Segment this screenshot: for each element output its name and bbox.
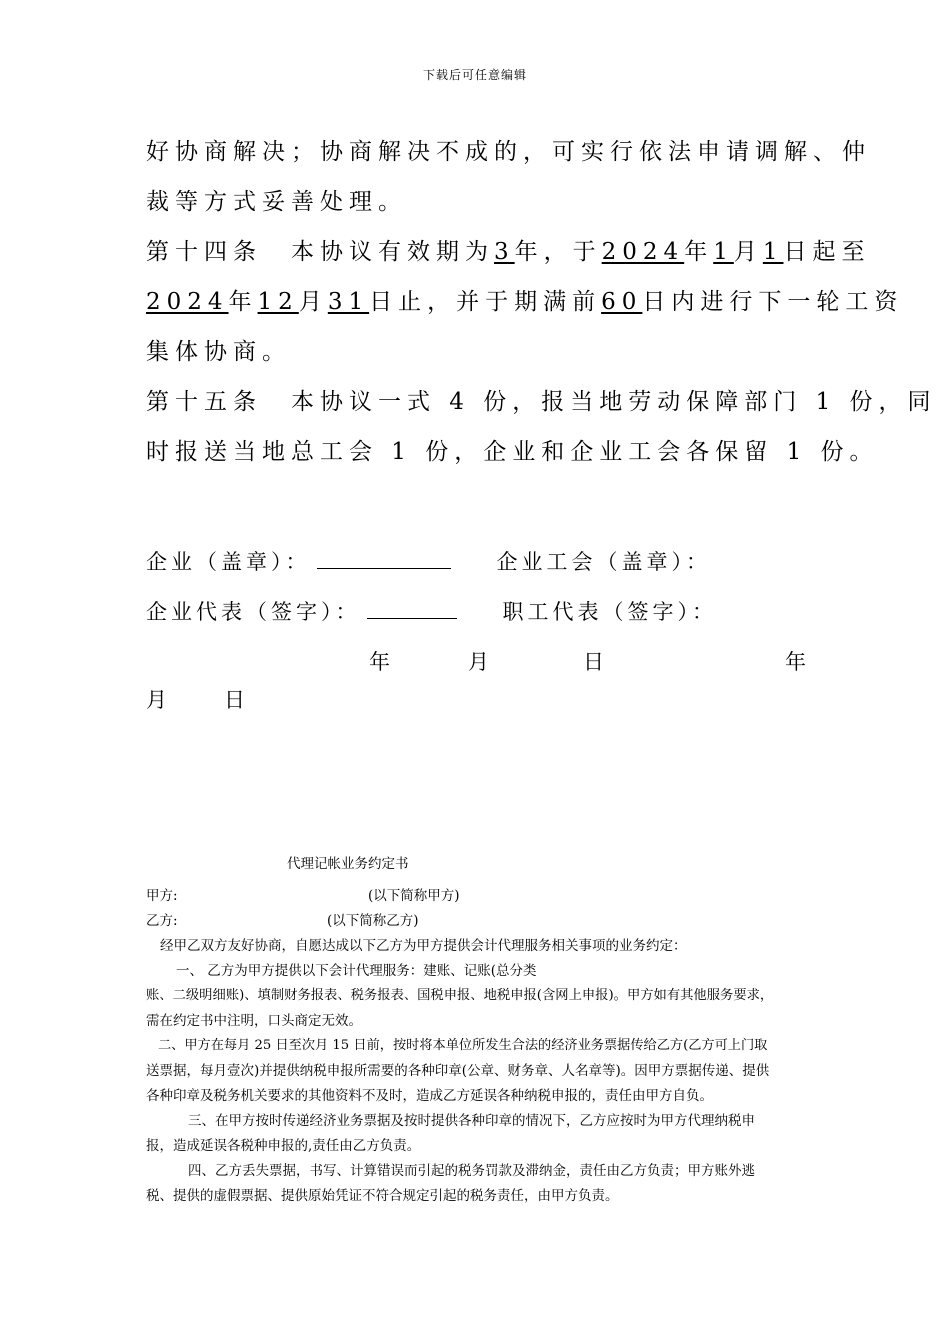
union-seal-label: 企业工会（盖章）：: [496, 550, 711, 574]
clause-2-line-2: 送票据，每月壹次)并提供纳税申报所需要的各种印章(公章、财务章、人名章等)。因甲方票据传递、提供: [146, 1063, 770, 1079]
clause-4-line-2: 税、提供的虚假票据、提供原始凭证不符合规定引起的税务责任，由甲方负责。: [146, 1188, 619, 1204]
article-14-text: 日内进行下一轮工资: [642, 289, 904, 315]
article-14-text: 月: [733, 239, 763, 265]
validity-years: 3: [494, 239, 515, 265]
date-month-label-2: 月: [146, 688, 167, 712]
company-seal-blank[interactable]: [317, 568, 451, 569]
worker-rep-label: 职工代表（签字）：: [502, 600, 717, 624]
start-day: 1: [762, 239, 784, 265]
days-before-expiry: 60: [601, 289, 643, 315]
clause-2-line-3: 各种印章及税务机关要求的其他资料不及时，造成乙方延误各种纳税申报的，责任由甲方自负。: [146, 1088, 713, 1104]
signature-row-rep: [146, 596, 816, 626]
article-14-text: 年: [684, 239, 714, 265]
clause-1-line-3: 需在约定书中注明，口头商定无效。: [146, 1013, 362, 1029]
company-rep-label: 企业代表（签字）：: [146, 600, 361, 624]
signature-row-seal: [146, 546, 816, 576]
article-14-text: 日止，并于期满前: [369, 289, 602, 315]
party-a-note: (以下简称甲方): [368, 888, 460, 904]
clause-1-line-1: 一、 乙方为甲方提供以下会计代理服务：建账、记账(总分类: [176, 963, 537, 979]
article-14-text: 日起至: [783, 239, 871, 265]
date-month-label: 月: [468, 650, 489, 674]
date-day-label: 日: [583, 650, 604, 674]
agreement-intro: 经甲乙双方友好协商，自愿达成以下乙方为甲方提供会计代理服务相关事项的业务约定：: [160, 938, 687, 954]
contract-line-1: 好协商解决；协商解决不成的，可实行依法申请调解、仲: [146, 139, 871, 165]
company-rep-blank[interactable]: [367, 618, 457, 619]
date-day-label-2: 日: [224, 688, 245, 712]
start-month: 1: [713, 239, 734, 265]
contract-line-2: 裁等方式妥善处理。: [146, 189, 407, 215]
clause-3-line-1: 三、在甲方按时传递经济业务票据及按时提供各种印章的情况下，乙方应按时为甲方代理纳税申: [188, 1113, 755, 1129]
end-month: 12: [257, 289, 299, 315]
article-15-line-1: 第十五条 本协议一式 4 份，报当地劳动保障部门 1 份，同: [146, 389, 937, 415]
article-14-text: 年: [228, 289, 258, 315]
party-b-note: (以下简称乙方): [327, 913, 419, 929]
clause-3-line-2: 报，造成延误各税种申报的,责任由乙方负责。: [146, 1138, 421, 1154]
clause-2-line-1: 二、甲方在每月 25 日至次月 15 日前，按时将本单位所发生合法的经济业务票据传给乙方(乙方可上门取: [158, 1038, 768, 1053]
article-14-line-3: 集体协商。: [146, 339, 291, 365]
party-a-label: 甲方:: [146, 888, 178, 904]
company-seal-label: 企业（盖章）：: [146, 550, 311, 574]
article-14-text: 年，于: [514, 239, 602, 265]
article-14-text: 月: [298, 289, 328, 315]
end-day: 31: [327, 289, 370, 315]
agreement-title: 代理记帐业务约定书: [287, 856, 409, 872]
article-15-line-2: 时报送当地总工会 1 份，企业和企业工会各保留 1 份。: [146, 439, 879, 465]
article-14-line-2: [146, 283, 904, 316]
start-year: 2024: [601, 239, 685, 265]
article-14-text: 第十四条 本协议有效期为: [146, 239, 494, 265]
article-14-line-1: [146, 233, 871, 266]
date-year-label: 年: [369, 650, 390, 674]
clause-1-line-2: 账、二级明细账)、填制财务报表、税务报表、国税申报、地税申报(含网上申报)。甲方如有其他服务要求，: [146, 988, 774, 1003]
end-year: 2024: [146, 289, 229, 315]
party-b-label: 乙方:: [146, 913, 178, 929]
party-b-line: [146, 909, 816, 929]
clause-4-line-1: 四、乙方丢失票据，书写、计算错误而引起的税务罚款及滞纳金，责任由乙方负责；甲方账外逃: [188, 1163, 755, 1179]
page-header-note: 下载后可任意编辑: [422, 68, 527, 82]
date-year-label-2: 年: [785, 650, 806, 674]
party-a-line: [146, 884, 816, 904]
